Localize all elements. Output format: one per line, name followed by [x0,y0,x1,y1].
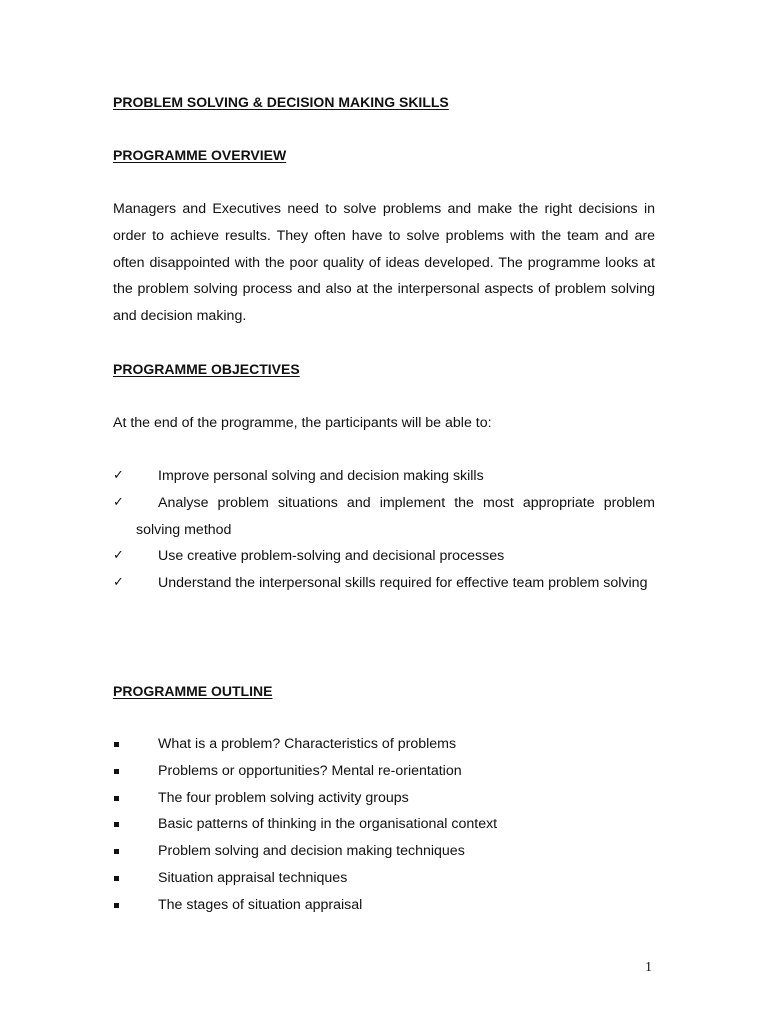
objective-text: Improve personal solving and decision making skills [158,468,484,484]
outline-item [113,865,497,892]
page-number: 1 [645,960,652,975]
outline-heading: PROGRAMME OUTLINE [113,683,273,699]
objective-item [113,490,655,544]
objective-item [113,543,655,570]
square-bullet-icon [114,742,119,747]
objective-item [113,570,655,597]
checkmark-icon: ✓ [113,494,124,510]
outline-item [113,785,497,812]
outline-text: Problem solving and decision making techniques [158,843,465,860]
outline-text: The stages of situation appraisal [158,896,363,913]
checkmark-icon: ✓ [113,575,124,591]
square-bullet-icon [114,849,119,854]
square-bullet-icon [114,769,119,774]
square-bullet-icon [114,903,119,908]
outline-item [113,892,497,919]
objectives-list [113,463,655,597]
outline-item [113,811,497,838]
objectives-intro: At the end of the programme, the participants will be able to: [113,415,492,431]
outline-text: The four problem solving activity groups [158,789,409,806]
outline-text: Basic patterns of thinking in the organisational context [158,816,498,833]
checkmark-icon: ✓ [113,548,124,564]
square-bullet-icon [114,876,119,881]
objective-text: Understand the interpersonal skills required for effective team problem solving [158,575,648,592]
outline-text: Problems or opportunities? Mental re-orientation [158,762,462,779]
document-title: PROBLEM SOLVING & DECISION MAKING SKILLS [113,94,449,110]
overview-paragraph: Managers and Executives need to solve problems and make the right decisions in order to achieve results. They often have to solve problems with the team and are often disappointed with the poor quality of ideas developed. The programme looks at the problem solving process and also at the interpersonal aspects of problem solving and decision making. [113,201,655,325]
outline-item [113,838,497,865]
objectives-heading: PROGRAMME OBJECTIVES [113,361,300,377]
outline-item [113,731,497,758]
checkmark-icon: ✓ [113,468,124,483]
outline-text: What is a problem? Characteristics of problems [158,736,457,752]
outline-list [113,731,497,919]
outline-text: Situation appraisal techniques [158,869,348,886]
objective-text: Analyse problem situations and implement the most appropriate problem solving method [136,494,655,538]
outline-item [113,758,497,785]
square-bullet-icon [114,822,119,827]
square-bullet-icon [114,796,119,801]
objective-item [113,463,655,490]
overview-heading: PROGRAMME OVERVIEW [113,147,287,163]
objective-text: Use creative problem-solving and decisional processes [158,548,505,565]
